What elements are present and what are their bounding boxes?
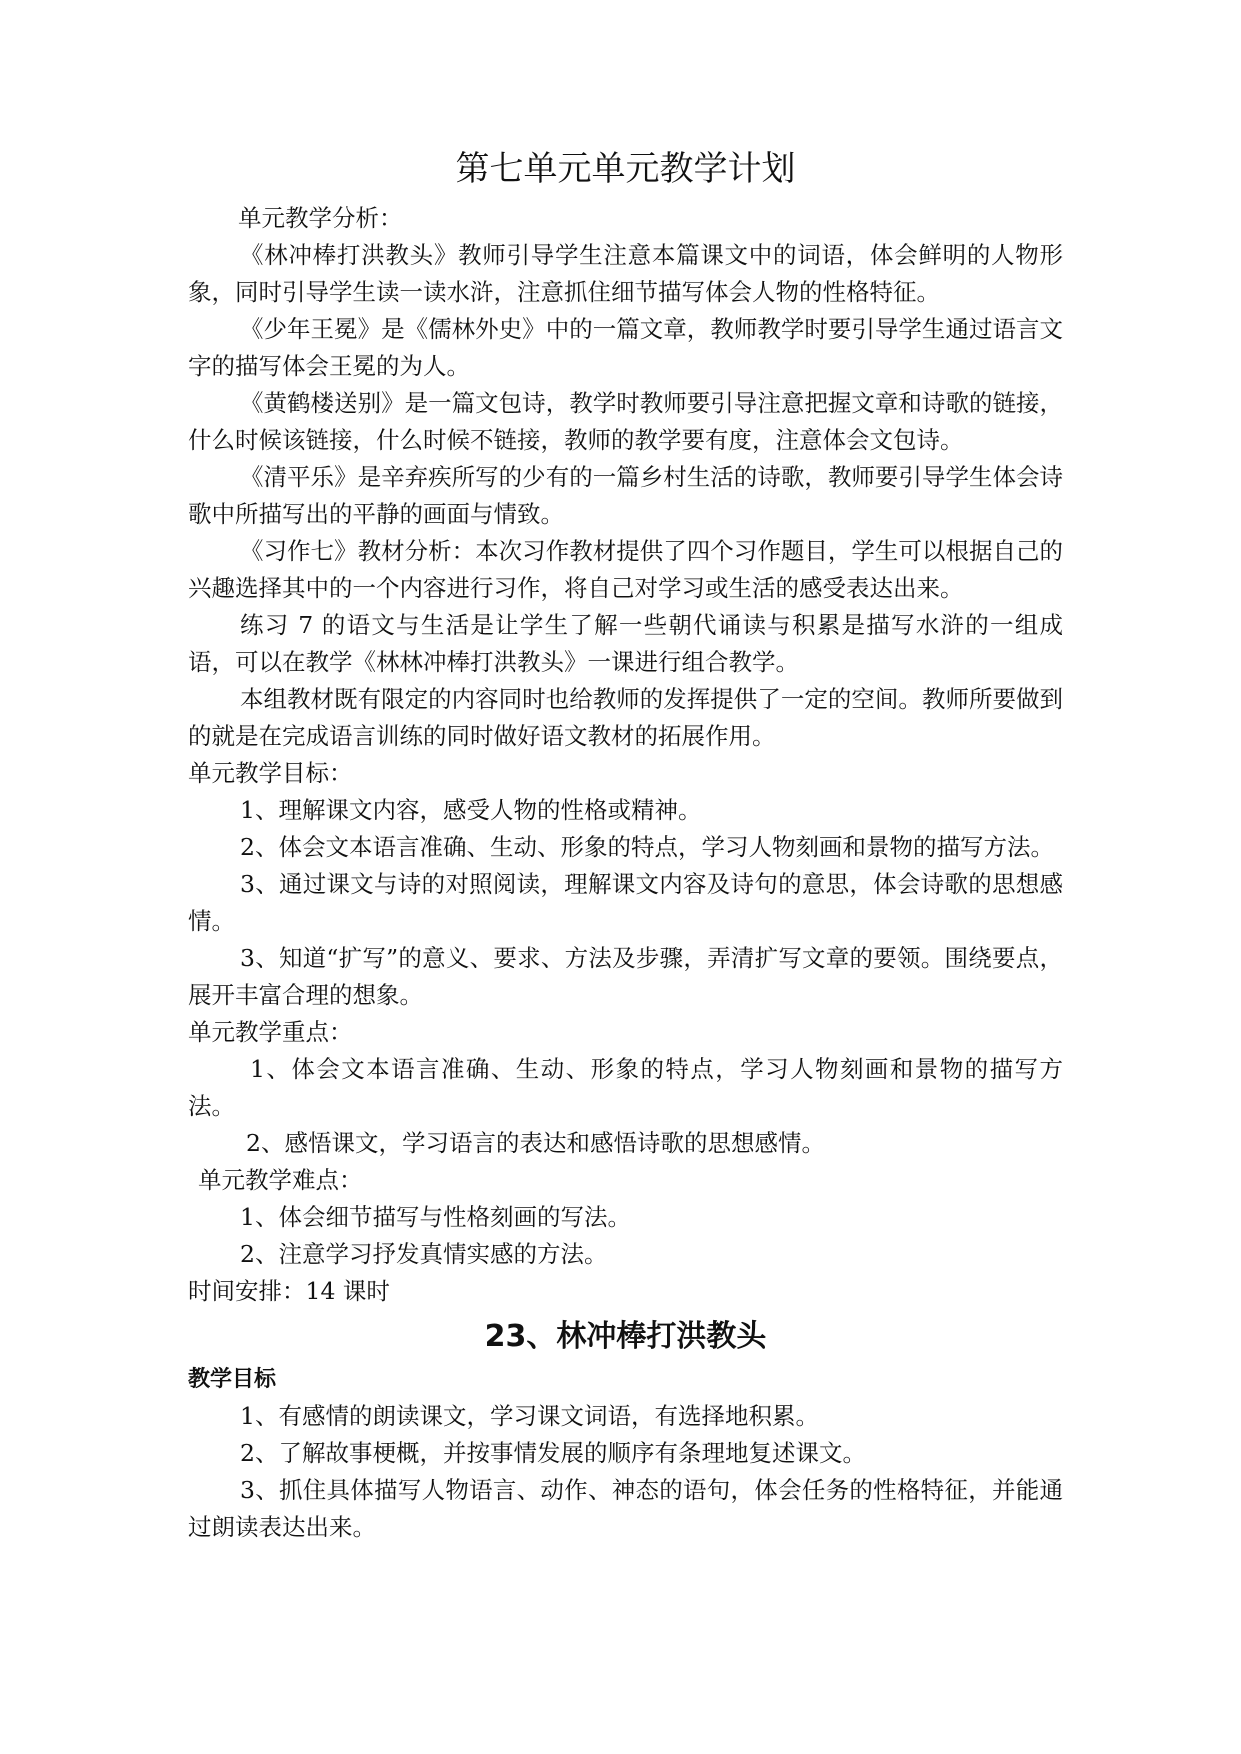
- schedule: 时间安排：14 课时: [188, 1277, 390, 1305]
- analysis-paragraph: 《清平乐》是辛弃疾所写的少有的一篇乡村生活的诗歌，教师要引导学生体会诗歌中所描写出的平静的画面与情致。: [188, 463, 1063, 528]
- document-body: [188, 142, 1063, 1546]
- lesson-goal-item: 3、抓住具体描写人物语言、动作、神态的语句，体会任务的性格特征，并能通过朗读表达出来。: [188, 1476, 1063, 1541]
- difficulty-item: 2、注意学习抒发真情实感的方法。: [240, 1240, 608, 1268]
- lesson-title: 23、林冲棒打洪教头: [484, 1319, 767, 1354]
- key-point-item: 2、感悟课文，学习语言的表达和感悟诗歌的思想感情。: [246, 1129, 825, 1157]
- analysis-paragraph: 本组教材既有限定的内容同时也给教师的发挥提供了一定的空间。教师所要做到的就是在完成语言训练的同时做好语文教材的拓展作用。: [188, 685, 1063, 750]
- goal-item: 3、通过课文与诗的对照阅读，理解课文内容及诗句的意思，体会诗歌的思想感情。: [188, 870, 1063, 935]
- lesson-goal-item: 2、了解故事梗概，并按事情发展的顺序有条理地复述课文。: [240, 1439, 866, 1467]
- analysis-paragraph: 练习 7 的语文与生活是让学生了解一些朝代诵读与积累是描写水浒的一组成语，可以在教学《林林冲棒打洪教头》一课进行组合教学。: [188, 611, 1063, 676]
- analysis-paragraph: 《黄鹤楼送别》是一篇文包诗，教学时教师要引导注意把握文章和诗歌的链接，什么时候该链接，什么时候不链接，教师的教学要有度，注意体会文包诗。: [188, 389, 1063, 454]
- analysis-heading: 单元教学分析：: [238, 204, 403, 232]
- lesson-goal-item: 1、有感情的朗读课文，学习课文词语，有选择地积累。: [240, 1402, 819, 1430]
- difficulties-heading: 单元教学难点：: [198, 1166, 363, 1194]
- analysis-paragraph: 《林冲棒打洪教头》教师引导学生注意本篇课文中的词语，体会鲜明的人物形象，同时引导学生读一读水浒，注意抓住细节描写体会人物的性格特征。: [188, 241, 1063, 306]
- goal-item: 1、理解课文内容，感受人物的性格或精神。: [240, 796, 702, 824]
- document-title: 第七单元单元教学计划: [455, 149, 796, 189]
- goal-item: 3、知道“扩写”的意义、要求、方法及步骤，弄清扩写文章的要领。围绕要点，展开丰富合理的想象。: [188, 944, 1063, 1009]
- key-point-item: 1、体会文本语言准确、生动、形象的特点，学习人物刻画和景物的描写方法。: [188, 1055, 1063, 1120]
- analysis-paragraph: 《习作七》教材分析：本次习作教材提供了四个习作题目，学生可以根据自己的兴趣选择其中的一个内容进行习作，将自己对学习或生活的感受表达出来。: [188, 537, 1063, 602]
- difficulty-item: 1、体会细节描写与性格刻画的写法。: [240, 1203, 631, 1231]
- lesson-goals-heading: 教学目标: [188, 1367, 277, 1392]
- key-points-heading: 单元教学重点：: [188, 1018, 353, 1046]
- goal-item: 2、体会文本语言准确、生动、形象的特点，学习人物刻画和景物的描写方法。: [240, 833, 1054, 861]
- analysis-paragraph: 《少年王冕》是《儒林外史》中的一篇文章，教师教学时要引导学生通过语言文字的描写体会王冕的为人。: [188, 315, 1063, 380]
- goals-heading: 单元教学目标：: [188, 759, 353, 787]
